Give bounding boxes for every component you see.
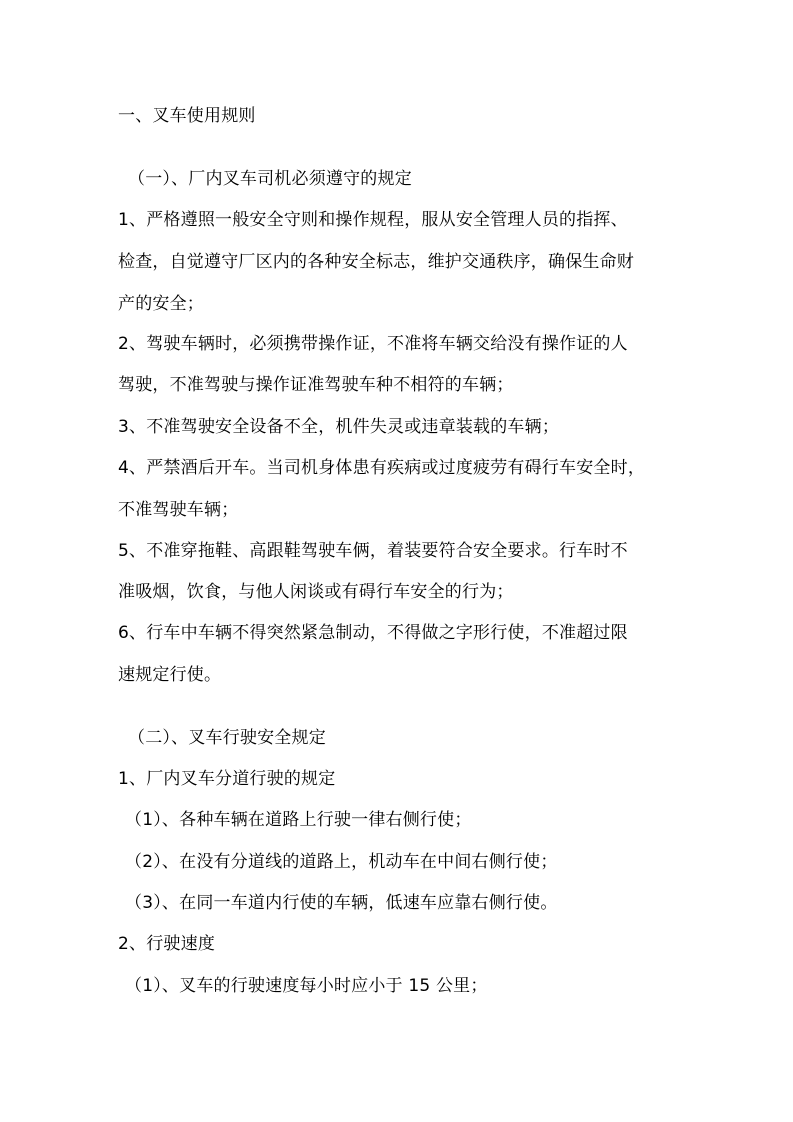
paragraph-line: 产的安全； [118,294,204,314]
paragraph-line: 2、驾驶车辆时，必须携带操作证，不准将车辆交给没有操作证的人 [118,334,628,354]
paragraph-line: 检查，自觉遵守厂区内的各种安全标志，维护交通秩序，确保生命财 [118,252,634,272]
paragraph-line: 速规定行使。 [118,665,222,685]
section-title: 一、叉车使用规则 [118,106,256,126]
paragraph-line: 准吸烟，饮食，与他人闲谈或有碍行车安全的行为； [118,582,514,602]
list-item: （1）、叉车的行驶速度每小时应小于 15 公里； [125,976,488,996]
list-item: （3）、在同一车道内行使的车辆，低速车应靠右侧行使。 [125,893,558,913]
paragraph-line: 4、严禁酒后开车。当司机身体患有疾病或过度疲劳有碍行车安全时， [118,458,646,478]
paragraph-line: 3、不准驾驶安全设备不全，机件失灵或违章装载的车辆； [118,417,560,437]
paragraph-line: 5、不准穿拖鞋、高跟鞋驾驶车俩，着装要符合安全要求。行车时不 [118,541,628,561]
subsection-title: （一）、厂内叉车司机必须遵守的规定 [128,169,412,189]
paragraph-line: 2、行驶速度 [118,934,216,954]
list-item: （2）、在没有分道线的道路上，机动车在中间右侧行使； [125,852,558,872]
paragraph-line: 1、严格遵照一般安全守则和操作规程，服从安全管理人员的指挥、 [118,210,628,230]
list-item: （1）、各种车辆在道路上行驶一律右侧行使； [125,810,472,830]
paragraph-line: 6、行车中车辆不得突然紧急制动，不得做之字形行使，不准超过限 [118,623,628,643]
paragraph-line: 驾驶，不准驾驶与操作证准驾驶车种不相符的车辆； [118,375,514,395]
subsection-title: （二）、叉车行驶安全规定 [128,728,326,748]
paragraph-line: 不准驾驶车辆； [118,500,239,520]
paragraph-line: 1、厂内叉车分道行驶的规定 [118,769,336,789]
